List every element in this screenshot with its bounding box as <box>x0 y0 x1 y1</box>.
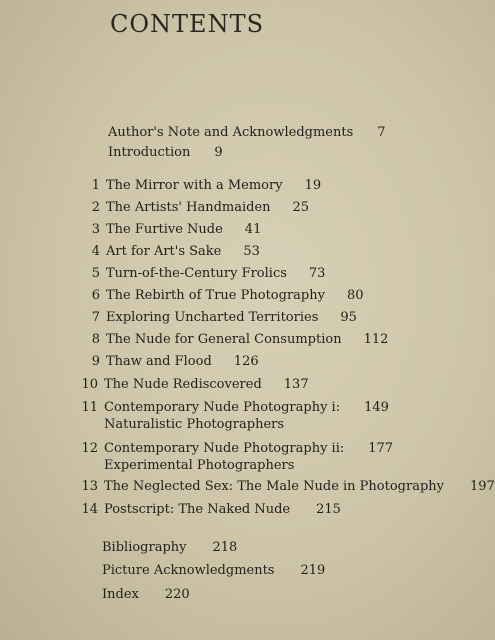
chapter-number: 5 <box>91 266 100 281</box>
chapter-page: 41 <box>244 222 262 237</box>
chapter-page: 215 <box>316 502 341 517</box>
chapter-subtitle: Experimental Photographers <box>104 458 295 473</box>
chapter-page: 197 <box>470 479 495 494</box>
chapter-number: 7 <box>91 310 100 325</box>
chapter-subtitle: Naturalistic Photographers <box>104 417 285 432</box>
chapter-title: The Neglected Sex: The Male Nude in Photography <box>104 479 444 494</box>
chapter-number: 13 <box>81 479 98 494</box>
chapter-number: 4 <box>91 244 100 259</box>
entry-page: 218 <box>212 540 238 555</box>
chapter-page: 80 <box>346 288 364 303</box>
chapter-page: 25 <box>292 200 310 215</box>
chapter-title: The Nude for General Consumption <box>106 332 342 347</box>
chapter-number: 1 <box>91 178 100 193</box>
chapter-title: The Nude Rediscovered <box>104 377 262 392</box>
entry-title: Index <box>102 587 139 602</box>
chapter-page: 53 <box>243 244 260 259</box>
chapter-page: 19 <box>304 178 322 193</box>
entry-page: 7 <box>377 125 386 140</box>
chapter-title: The Rebirth of True Photography <box>106 288 325 303</box>
chapter-title: Art for Art's Sake <box>106 244 222 259</box>
entry-title: Author's Note and Acknowledgments <box>108 125 354 140</box>
chapter-title: Postscript: The Naked Nude <box>104 502 291 517</box>
chapter-number: 11 <box>81 400 98 415</box>
chapter-title: Exploring Uncharted Territories <box>106 310 319 325</box>
chapter-number: 3 <box>91 222 100 237</box>
chapter-page: 73 <box>308 266 326 281</box>
chapter-page: 126 <box>233 354 259 369</box>
entry-title: Picture Acknowledgments <box>102 563 275 578</box>
chapter-number: 6 <box>91 288 100 303</box>
entry-page: 9 <box>214 145 223 160</box>
chapter-title: Contemporary Nude Photography i: <box>104 400 341 415</box>
chapter-number: 14 <box>81 502 98 517</box>
chapter-page: 95 <box>340 310 357 325</box>
chapter-title: The Mirror with a Memory <box>106 178 283 193</box>
chapter-title: The Artists' Handmaiden <box>106 200 271 215</box>
chapter-number: 2 <box>91 200 100 215</box>
chapter-number: 8 <box>91 332 100 347</box>
toc-entry-authors-note <box>108 124 386 141</box>
chapter-title: The Furtive Nude <box>106 222 223 237</box>
page-title: CONTENTS <box>110 10 265 38</box>
entry-page: 220 <box>164 587 190 602</box>
toc-entry-picture-acknowledgments <box>102 562 325 579</box>
toc-entry-index <box>102 586 190 603</box>
chapter-number: 10 <box>81 377 98 392</box>
chapter-number: 12 <box>81 441 98 456</box>
toc-entry-introduction <box>108 144 223 161</box>
chapter-page: 149 <box>364 400 389 415</box>
chapter-title: Turn-of-the-Century Frolics <box>106 266 287 281</box>
entry-title: Bibliography <box>102 540 187 555</box>
chapter-number: 9 <box>91 354 100 369</box>
chapter-title: Contemporary Nude Photography ii: <box>104 441 345 456</box>
toc-entry-bibliography <box>102 539 237 556</box>
chapter-page: 112 <box>363 332 389 347</box>
chapter-page: 177 <box>368 441 394 456</box>
chapter-page: 137 <box>283 377 309 392</box>
entry-title: Introduction <box>108 145 191 160</box>
chapter-title: Thaw and Flood <box>106 354 212 369</box>
entry-page: 219 <box>300 563 326 578</box>
